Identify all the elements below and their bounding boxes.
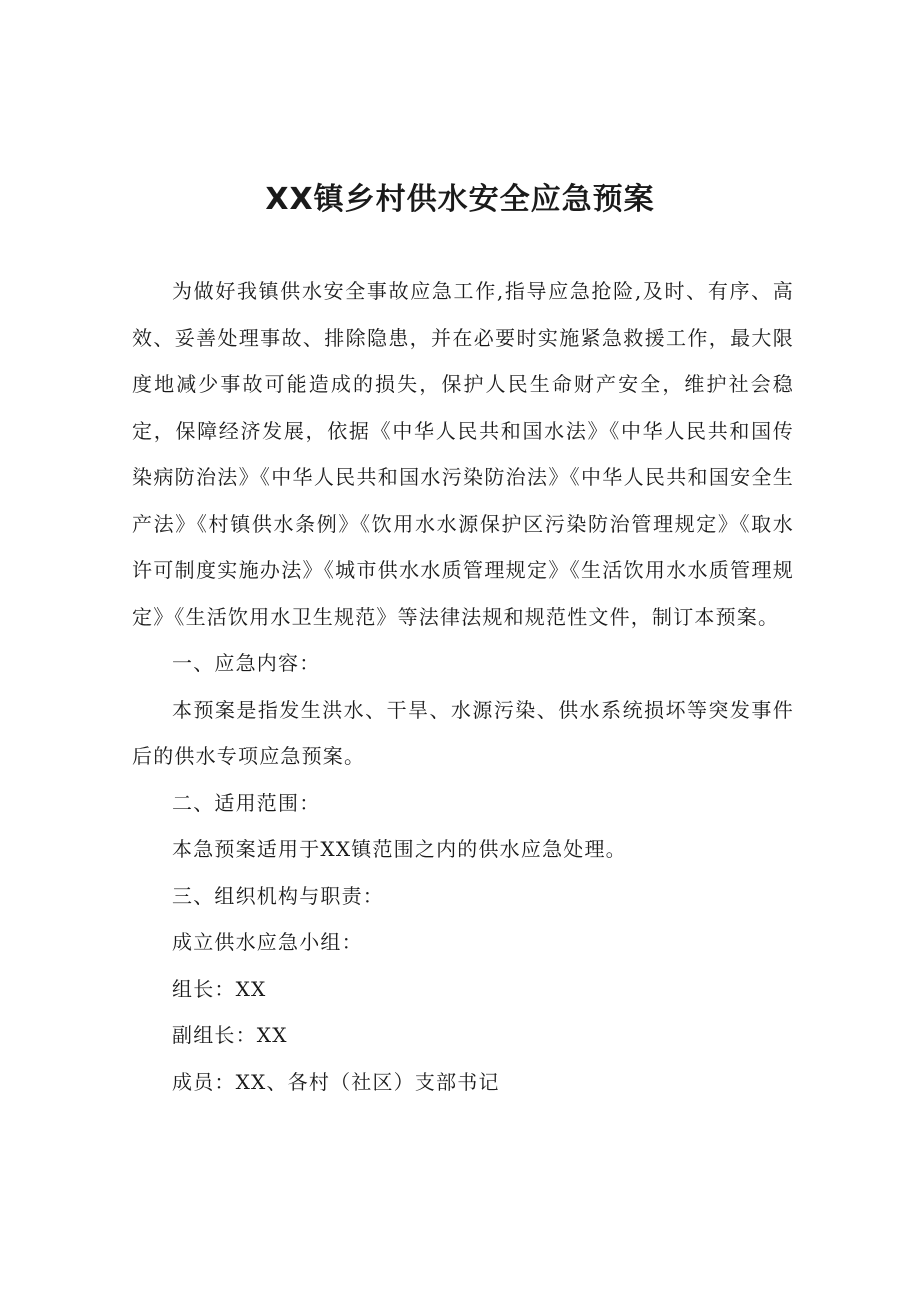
section-heading-scope: 二、适用范围： [172,790,321,815]
group-leader-line: 组长：XX [172,976,267,1001]
document-title: XX镇乡村供水安全应急预案 [265,182,655,217]
members-line: 成员：XX、各村（社区）支部书记 [172,1069,500,1094]
emergency-content-paragraph: 本预案是指发生洪水、干旱、水源污染、供水系统损坏等突发事件后的供水专项应急预案。 [132,697,794,768]
document-body [132,268,794,1105]
organization-paragraph: 成立供水应急小组： [172,930,363,954]
scope-paragraph: 本急预案适用于XX镇范围之内的供水应急处理。 [172,837,627,861]
intro-paragraph: 为做好我镇供水安全事故应急工作,指导应急抢险,及时、有序、高效、妥善处理事故、排除隐患，并在必要时实施紧急救援工作，最大限度地减少事故可能造成的损失，保护人民生命财产安全，维护社会稳定，保障经济发展，依据《中华人民共和国水法》《中华人民共和国传染病防治法》《中华人民共和国水污染防治法》《中华人民共和国安全生产法》《村镇供水条例》《饮用水水源保护区污染防治管理规定》《取水许可制度实施办法》《城市供水水质管理规定》《生活饮用水水质管理规定》《生活饮用水卫生规范》等法律法规和规范性文件，制订本预案。 [132,279,794,629]
section-heading-emergency-content: 一、应急内容： [172,651,321,675]
section-heading-organization: 三、组织机构与职责： [172,883,384,908]
deputy-leader-line: 副组长：XX [172,1023,288,1047]
